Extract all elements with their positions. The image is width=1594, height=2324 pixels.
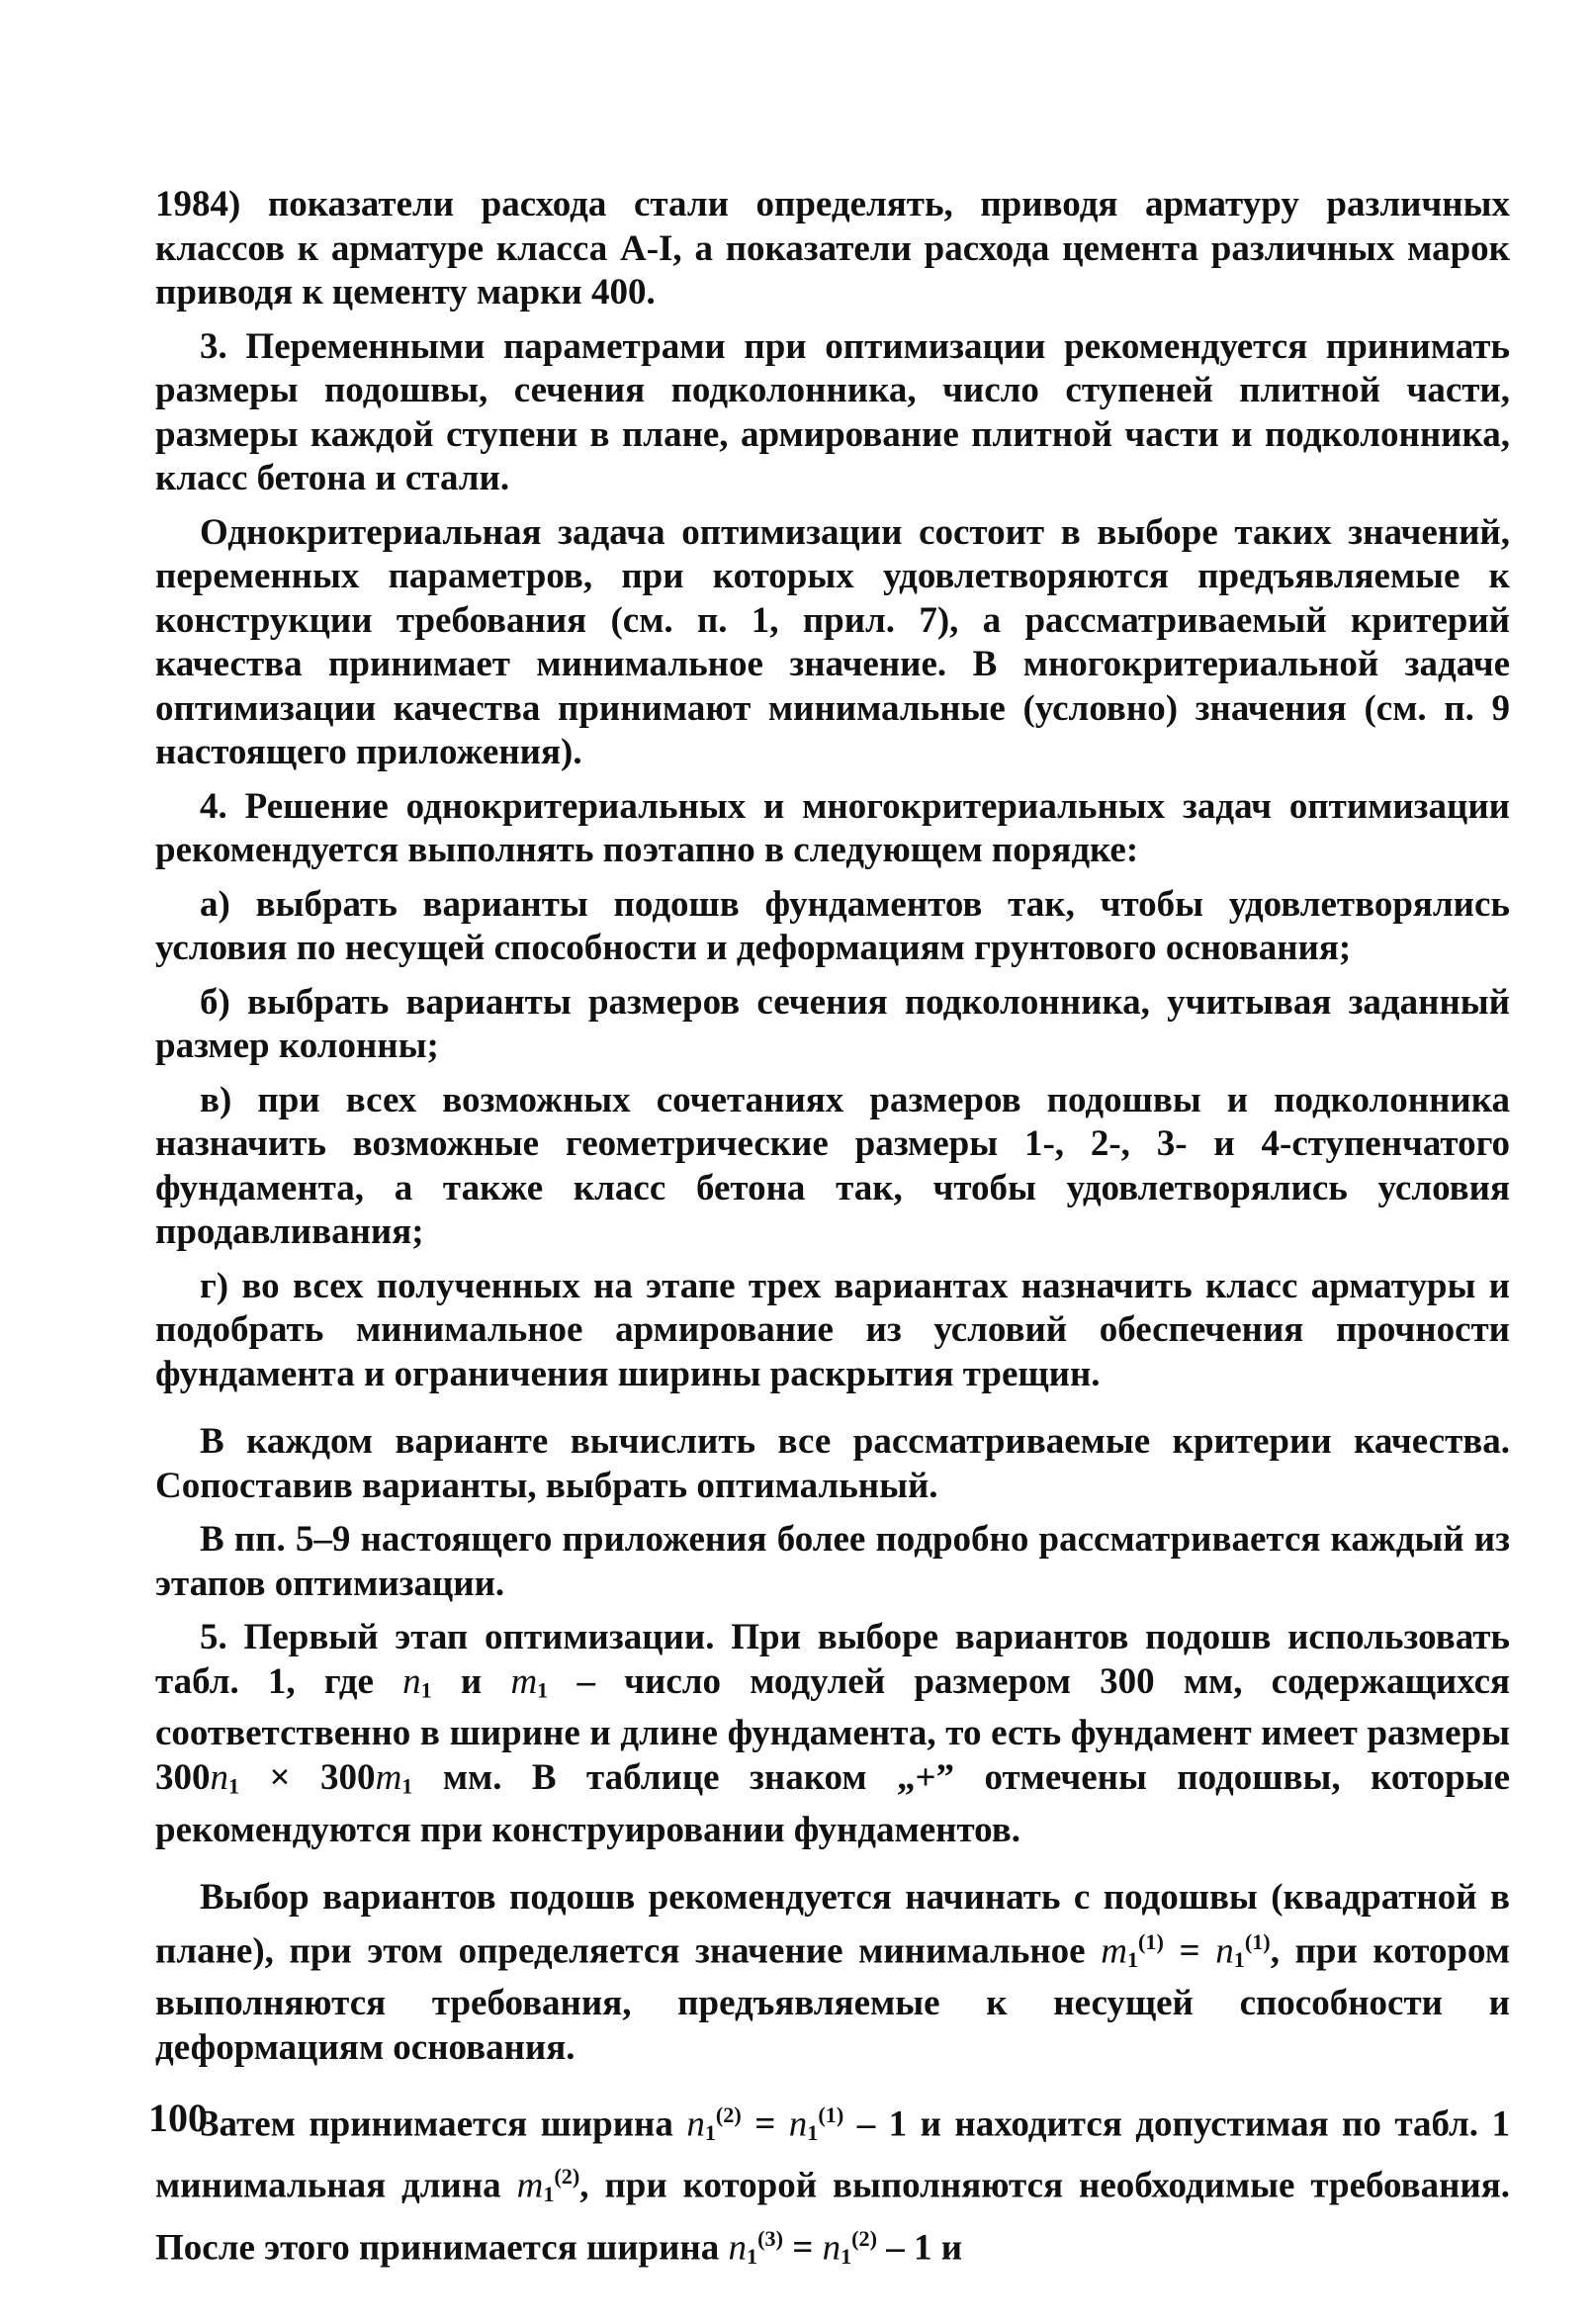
paragraph: В пп. 5–9 настоящего приложения более подробно рассматривается каждый из этапов оптимизации. bbox=[155, 1519, 1510, 1604]
list-item: в) при всех возможных сочетаниях размеров подошвы и подколонника назначить возможные геометрические размеры 1-, 2-, 3- и 4-ступенчатого фундамента, а также класс бетона так, чтобы удовлетворялись условия продавливания; bbox=[155, 1079, 1510, 1252]
paragraph: Однокритериальная задача оптимизации состоит в выборе таких значений, переменных параметров, при которых удовлетворяются предъявляемые к конструкции требования (см. п. 1, прил. 7), а рассматриваемый критерий качества принимает минимальное значение. В многокритериальной задаче оптимизации качества принимают минимальные (условно) значения (см. п. 9 настоящего приложения). bbox=[155, 511, 1510, 772]
list-item: а) выбрать варианты подошв фундаментов так, чтобы удовлетворялись условия по несущей способности и деформациям грунтового основания; bbox=[155, 883, 1510, 968]
paragraph: Выбор вариантов подошв рекомендуется начинать с подошвы (квадратной в плане), при этом определяется значение минимальное $m_1^{(1)} = n_1^{(1)}$, при котором выполняются требования, предъявляемые к несущей способности и деформациям основания. bbox=[155, 1877, 1510, 2068]
paragraph-first-stage: 5. Первый этап оптимизации. При выборе вариантов подошв использовать табл. 1, где $n_1$ и $m_1$ – число модулей размером 300 мм, содержащихся соответственно в ширине и длине фундамента, то есть фундамент имеет размеры $300n_1 \times 300m_1$ мм. В таблице знаком „+” отмечены подошвы, которые рекомендуются при конструировании фундаментов. bbox=[155, 1617, 1511, 1850]
document-body bbox=[155, 183, 1510, 2288]
section-lead: 5. Первый этап оптимизации. bbox=[200, 1617, 715, 1657]
page-number: 100 bbox=[148, 2096, 208, 2140]
list-item: б) выбрать варианты размеров сечения подколонника, учитывая заданный размер колонны; bbox=[155, 981, 1510, 1066]
paragraph: Затем принимается ширина $n_1^{(2)} = n_1^{(1)} - 1$ и находится допустимая по табл. 1 минимальная длина $m_1^{(2)}$, при которой выполняются необходимые требования. После этого принимается ширина $n_1^{(3)} = n_1^{(2)} - 1$ и bbox=[155, 2102, 1510, 2269]
paragraph: 3. Переменными параметрами при оптимизации рекомендуется принимать размеры подошвы, сечения подколонника, число ступеней плитной части, размеры каждой ступени в плане, армирование плитной части и подколонника, класс бетона и стали. bbox=[155, 325, 1510, 498]
paragraph: В каждом варианте вычислить все рассматриваемые критерии качества. Сопоставив варианты, выбрать оптимальный. bbox=[155, 1421, 1510, 1506]
paragraph: 1984) показатели расхода стали определять, приводя арматуру различных классов к арматуре класса А-I, а показатели расхода цемента различных марок приводя к цементу марки 400. bbox=[155, 184, 1510, 313]
paragraph: 4. Решение однокритериальных и многокритериальных задач оптимизации рекомендуется выполнять поэтапно в следующем порядке: bbox=[155, 785, 1510, 870]
list-item: г) во всех полученных на этапе трех вариантах назначить класс арматуры и подобрать минимальное армирование из условий обеспечения прочности фундамента и ограничения ширины раскрытия трещин. bbox=[155, 1265, 1510, 1394]
